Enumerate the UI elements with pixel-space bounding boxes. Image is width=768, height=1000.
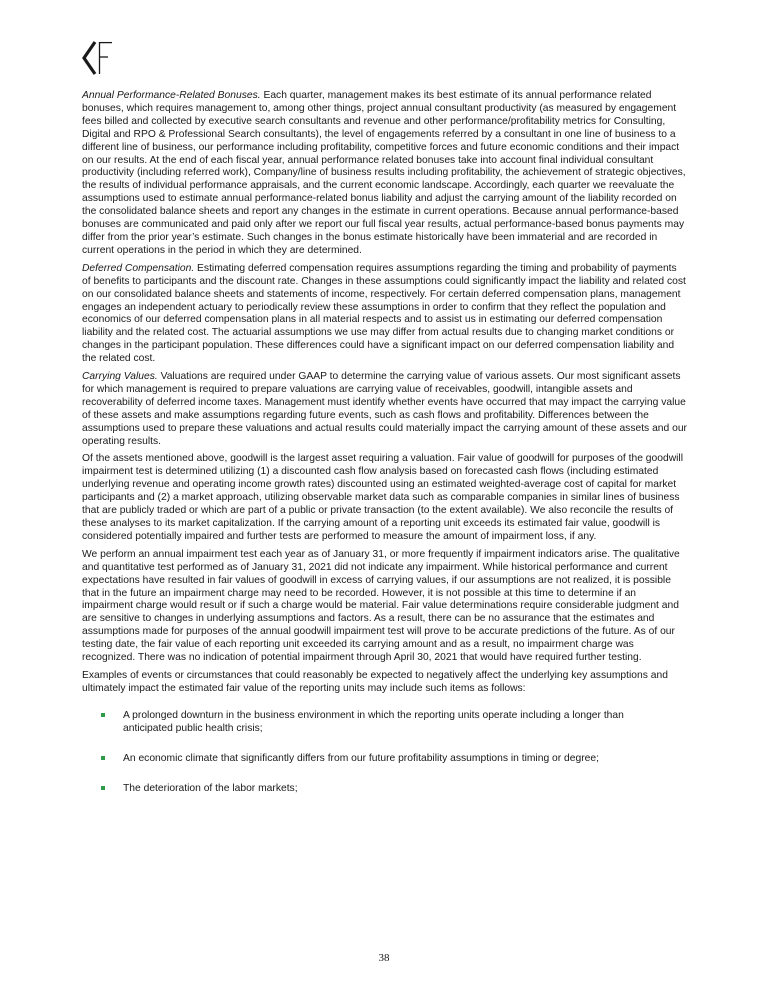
- bullet-list: [82, 710, 688, 796]
- paragraph-body: Of the assets mentioned above, goodwill is the largest asset requiring a valuation. Fair value of goodwill for purposes of the goodwill impairment test is determined utilizing (1) a discounted cash flow analysis based on forecasted cash flows (including estimated underlying revenue and operating income growth rates) discounted using an estimated weighted-average cost of capital for market participants and (2) a market approach, utilizing observable market data such as comparable companies in similar lines of business that are publicly traded or which are part of a public or private transaction (to the extent available). We also reconcile the results of these analyses to its market capitalization. If the carrying amount of a reporting unit exceeds its estimated fair value, goodwill is considered potentially impaired and further tests are performed to measure the amount of impairment loss, if any.: [82, 453, 683, 542]
- list-item-text: An economic climate that significantly differs from our future profitability assumptions in timing or degree;: [123, 752, 599, 764]
- list-item: [82, 710, 688, 736]
- square-bullet-icon: [101, 713, 105, 717]
- paragraph-body: Each quarter, management makes its best estimate of its annual performance related bonuses, which requires management to, among other things, project annual consultant productivity (as measured by engagement fees billed and collected by executive search consultants and revenue and other performance/profitability metrics for Consulting, Digital and RPO & Professional Search consultants), the level of engagements referred by a consultant in one line of business to a different line of business, our performance including profitability, competitive forces and future economic conditions and their impact on our results. At the end of each fiscal year, annual performance related bonuses take into account final individual consultant productivity (including referred work), Company/line of business results including profitability, the achievement of strategic objectives, the results of individual performance appraisals, and the current economic landscape. Accordingly, each quarter we reevaluate the assumptions used to estimate annual performance-related bonus liability and adjust the carrying amount of the liability recorded on the consolidated balance sheets and report any changes in the estimate in current operations. Because annual performance-based bonuses are communicated and paid only after we report our full fiscal year results, actual performance-based bonus payments may differ from the prior year’s estimate. Such changes in the bonus estimate historically have been immaterial and are recorded in current operations in the period in which they are determined.: [82, 90, 686, 256]
- page-number: 38: [378, 952, 390, 964]
- paragraph-body: We perform an annual impairment test each year as of January 31, or more frequently if impairment indicators arise. The qualitative and quantitative test performed as of January 31, 2021 did not indicate any impairment. While historical performance and current expectations have resulted in fair values of goodwill in excess of carrying values, if our assumptions are not realized, it is possible that in the future an impairment charge may need to be recorded. However, it is not possible at this time to determine if an impairment charge would result or if such a charge would be material. Fair value determinations require considerable judgment and are sensitive to changes in underlying assumptions and factors. As a result, there can be no assurance that the estimates and assumptions made for purposes of the annual goodwill impairment test will prove to be accurate predictions of the future. As of our testing date, the fair value of each reporting unit exceeded its carrying amount and as a result, no impairment charge was recognized. There was no indication of potential impairment through April 30, 2021 that would have required further testing.: [82, 548, 680, 664]
- list-item: [82, 753, 688, 766]
- paragraph-impairment-test: [82, 549, 688, 665]
- paragraph-lead: Deferred Compensation.: [82, 262, 195, 274]
- paragraph-goodwill-valuation: [82, 453, 688, 543]
- body-text: [82, 90, 688, 812]
- square-bullet-icon: [101, 756, 105, 760]
- paragraph-annual-bonuses: [82, 90, 688, 258]
- paragraph-body: Examples of events or circumstances that could reasonably be expected to negatively affect the underlying key assumptions and ultimately impact the estimated fair value of the reporting units may include such items as follows:: [82, 669, 668, 694]
- list-item: [82, 783, 688, 796]
- paragraph-carrying-values: [82, 371, 688, 448]
- square-bullet-icon: [101, 786, 105, 790]
- list-item-text: The deterioration of the labor markets;: [123, 782, 298, 794]
- list-item-text: A prolonged downturn in the business environment in which the reporting units operate including a longer than anticipated public health crisis;: [123, 709, 624, 734]
- paragraph-deferred-compensation: [82, 263, 688, 366]
- paragraph-lead: Annual Performance-Related Bonuses.: [82, 90, 261, 101]
- kf-logo-svg: [80, 40, 120, 76]
- paragraph-body: Valuations are required under GAAP to determine the carrying value of various assets. Our most significant assets for which management is required to prepare valuations are carrying value of receivables, goodwill, intangible assets and recoverability of deferred income taxes. Management must identify whether events have occurred that may impact the carrying value of these assets and make assumptions regarding future events, such as cash flows and profitability. Differences between the assumptions used to prepare these valuations and actual results could materially impact the carrying amount of these assets and our operating results.: [82, 371, 687, 447]
- paragraph-lead: Carrying Values.: [82, 371, 158, 383]
- kf-monogram-icon: [80, 40, 120, 76]
- paragraph-examples-intro: [82, 670, 688, 696]
- paragraph-body: Estimating deferred compensation requires assumptions regarding the timing and probability of payments of benefits to participants and the discount rate. Changes in these assumptions could significantly impact the liability and related cost on our consolidated balance sheets and statements of income, respectively. For certain deferred compensation plans, management engages an independent actuary to periodically review these assumptions in order to confirm that they reflect the population and economics of our deferred compensation plans in all material respects and to assist us in estimating our deferred compensation liability and the related cost. The actuarial assumptions we use may differ from actual results due to changing market conditions or changes in the participant population. These differences could have a significant impact on our deferred compensation liability and the related cost.: [82, 262, 686, 365]
